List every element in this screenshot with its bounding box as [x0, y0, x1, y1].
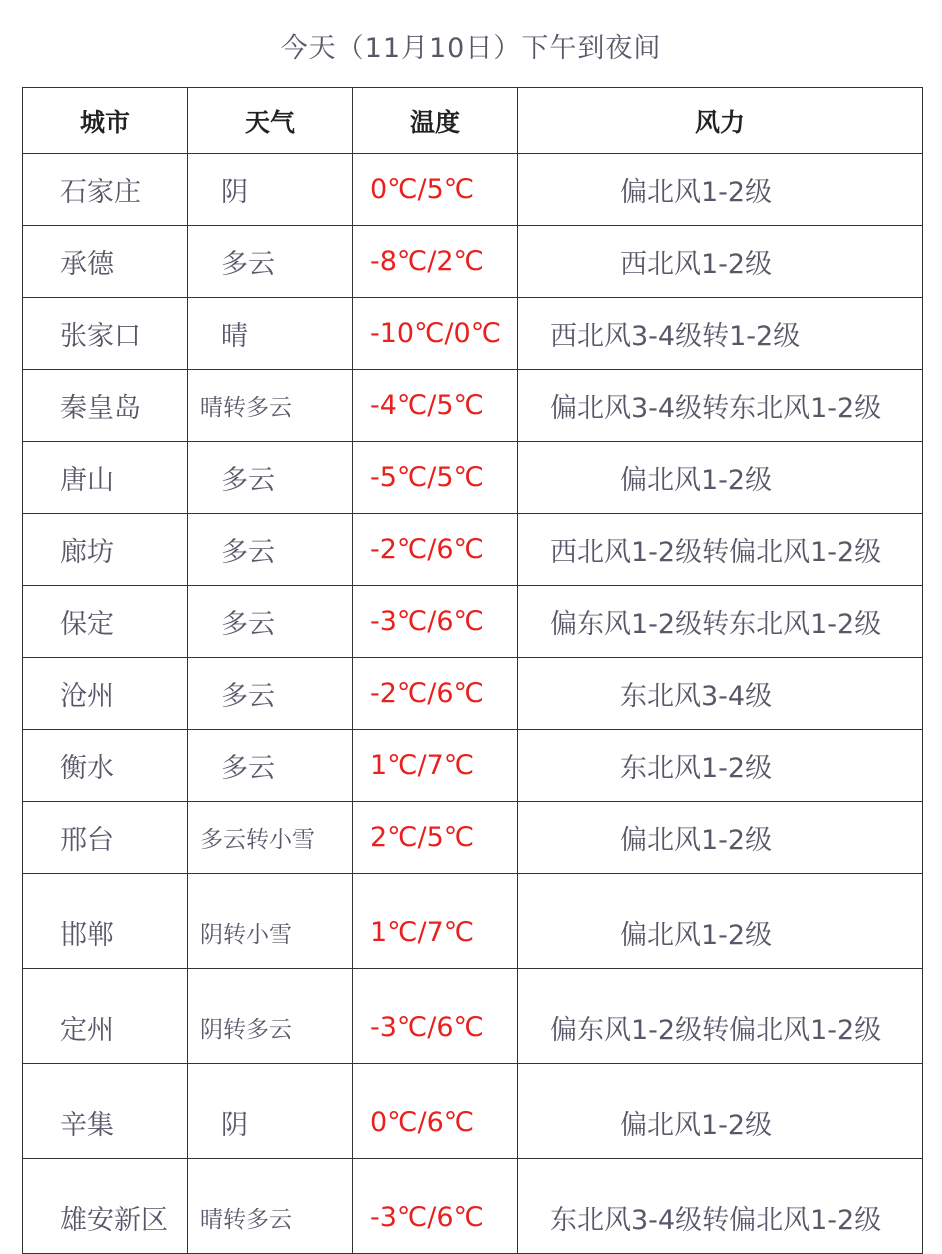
city-cell: 定州 — [23, 969, 188, 1064]
wind-cell: 西北风1-2级转偏北风1-2级 — [518, 514, 923, 586]
weather-table — [22, 87, 923, 1254]
weather-cell: 多云 — [188, 226, 353, 298]
temp-cell: -2℃/6℃ — [353, 514, 518, 586]
wind-cell: 偏北风1-2级 — [518, 154, 923, 226]
temp-cell: -3℃/6℃ — [353, 1159, 518, 1254]
city-cell: 廊坊 — [23, 514, 188, 586]
weather-cell: 阴 — [188, 154, 353, 226]
weather-cell: 阴转小雪 — [188, 874, 353, 969]
temp-cell: 0℃/6℃ — [353, 1064, 518, 1159]
header-wind: 风力 — [518, 88, 923, 154]
city-cell: 衡水 — [23, 730, 188, 802]
weather-cell: 阴 — [188, 1064, 353, 1159]
header-weather: 天气 — [188, 88, 353, 154]
weather-cell: 多云 — [188, 514, 353, 586]
temp-cell: -2℃/6℃ — [353, 658, 518, 730]
table-row — [23, 658, 923, 730]
wind-cell: 偏北风1-2级 — [518, 442, 923, 514]
table-row — [23, 802, 923, 874]
wind-cell: 偏北风1-2级 — [518, 1064, 923, 1159]
weather-cell: 阴转多云 — [188, 969, 353, 1064]
wind-cell: 偏北风1-2级 — [518, 802, 923, 874]
table-row — [23, 514, 923, 586]
temp-cell: -5℃/5℃ — [353, 442, 518, 514]
weather-cell: 晴转多云 — [188, 370, 353, 442]
city-cell: 邢台 — [23, 802, 188, 874]
weather-cell: 晴转多云 — [188, 1159, 353, 1254]
temp-cell: 2℃/5℃ — [353, 802, 518, 874]
header-temp: 温度 — [353, 88, 518, 154]
table-row — [23, 370, 923, 442]
table-row — [23, 298, 923, 370]
table-row — [23, 226, 923, 298]
table-row — [23, 1159, 923, 1254]
city-cell: 石家庄 — [23, 154, 188, 226]
temp-cell: 1℃/7℃ — [353, 730, 518, 802]
wind-cell: 西北风1-2级 — [518, 226, 923, 298]
city-cell: 雄安新区 — [23, 1159, 188, 1254]
wind-cell: 偏东风1-2级转东北风1-2级 — [518, 586, 923, 658]
temp-cell: -3℃/6℃ — [353, 586, 518, 658]
wind-cell: 西北风3-4级转1-2级 — [518, 298, 923, 370]
city-cell: 辛集 — [23, 1064, 188, 1159]
wind-cell: 偏北风3-4级转东北风1-2级 — [518, 370, 923, 442]
weather-cell: 多云 — [188, 658, 353, 730]
city-cell: 邯郸 — [23, 874, 188, 969]
wind-cell: 东北风1-2级 — [518, 730, 923, 802]
city-cell: 承德 — [23, 226, 188, 298]
header-city: 城市 — [23, 88, 188, 154]
temp-cell: -8℃/2℃ — [353, 226, 518, 298]
table-header-row — [23, 88, 923, 154]
city-cell: 沧州 — [23, 658, 188, 730]
city-cell: 保定 — [23, 586, 188, 658]
table-row — [23, 730, 923, 802]
table-row — [23, 154, 923, 226]
table-row — [23, 874, 923, 969]
weather-cell: 多云 — [188, 442, 353, 514]
temp-cell: -10℃/0℃ — [353, 298, 518, 370]
weather-cell: 晴 — [188, 298, 353, 370]
table-row — [23, 442, 923, 514]
temp-cell: -3℃/6℃ — [353, 969, 518, 1064]
table-row — [23, 969, 923, 1064]
wind-cell: 偏东风1-2级转偏北风1-2级 — [518, 969, 923, 1064]
wind-cell: 东北风3-4级 — [518, 658, 923, 730]
wind-cell: 偏北风1-2级 — [518, 874, 923, 969]
temp-cell: 1℃/7℃ — [353, 874, 518, 969]
city-cell: 张家口 — [23, 298, 188, 370]
page-title: 今天（11月10日）下午到夜间 — [280, 33, 662, 64]
temp-cell: -4℃/5℃ — [353, 370, 518, 442]
table-row — [23, 586, 923, 658]
weather-cell: 多云转小雪 — [188, 802, 353, 874]
weather-cell: 多云 — [188, 586, 353, 658]
city-cell: 唐山 — [23, 442, 188, 514]
city-cell: 秦皇岛 — [23, 370, 188, 442]
wind-cell: 东北风3-4级转偏北风1-2级 — [518, 1159, 923, 1254]
table-row — [23, 1064, 923, 1159]
weather-cell: 多云 — [188, 730, 353, 802]
temp-cell: 0℃/5℃ — [353, 154, 518, 226]
